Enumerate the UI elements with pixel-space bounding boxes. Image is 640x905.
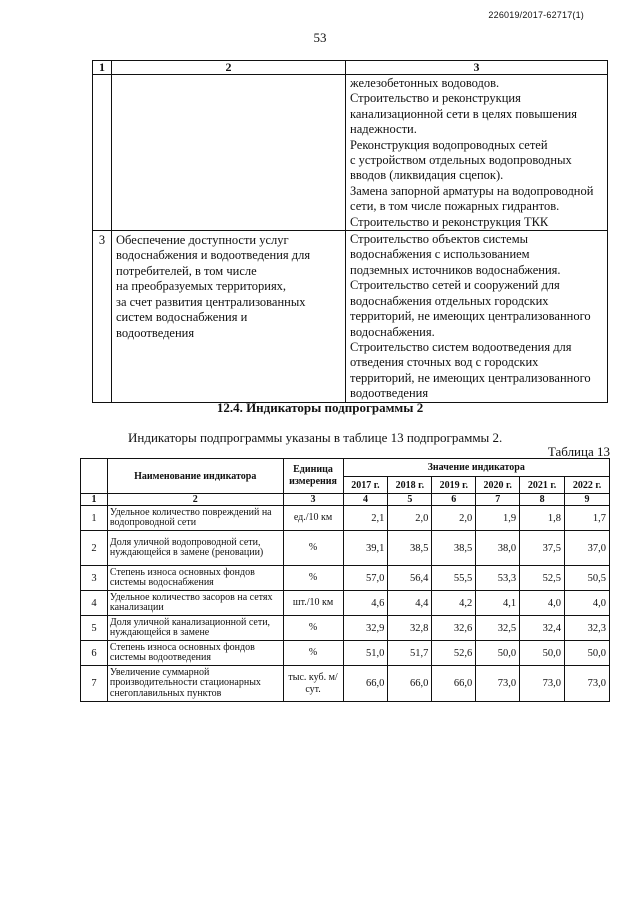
indicator-value: 38,5 [432,531,476,566]
measure-line: Строительство систем водоотведения для [350,339,572,354]
measure-line: канализационной сети в целях повышения [350,106,577,121]
measure-line: водоснабжения с использованием [350,247,530,262]
indicator-value: 2,0 [432,506,476,531]
indicator-value: 4,0 [520,591,565,616]
task-cell [112,231,346,402]
task-line: систем водоснабжения и [116,310,248,325]
measure-line: отведения сточных вод с городских [350,355,539,370]
section-intro: Индикаторы подпрограммы указаны в таблице 13 подпрограммы 2. [128,430,503,445]
table-caption: Таблица 13 [547,444,610,459]
indicator-value: 50,5 [565,566,610,591]
indicator-name: Увеличение суммарной производительности стационарных снегоплавильных пунктов [107,666,283,702]
document-id: 226019/2017-62717(1) [488,10,584,20]
measure-line: водоснабжения отдельных городских [350,293,549,308]
column-number: 1 [81,494,108,506]
table-row [81,666,610,702]
indicator-unit: тыс. куб. м/сут. [283,666,343,702]
measure-line: с устройством отдельных водопроводных [350,153,572,168]
measure-line: Строительство сетей и сооружений для [350,278,560,293]
row-number: 3 [81,566,108,591]
measures-table [92,60,608,403]
row-number: 1 [81,506,108,531]
indicator-value: 56,4 [388,566,432,591]
measures-table-header-row [93,61,608,75]
indicator-value: 32,5 [476,616,520,641]
indicator-unit: % [283,566,343,591]
measures-cell [346,231,608,402]
indicator-value: 32,9 [343,616,388,641]
indicator-value: 38,0 [476,531,520,566]
table-row [81,616,610,641]
row-number: 5 [81,616,108,641]
row-number: 2 [81,531,108,566]
measure-line: территорий, не имеющих централизованного [350,309,591,324]
measure-line: водоснабжения. [350,324,435,339]
measure-line: железобетонных водоводов. [350,76,500,90]
indicator-value: 73,0 [520,666,565,702]
table-row [81,641,610,666]
year-header: 2021 г. [520,477,565,494]
task-line: на преобразуемых территориях, [116,279,287,294]
indicator-unit: % [283,641,343,666]
measure-line: Строительство и реконструкция [350,91,521,106]
header-number-cell [81,459,108,494]
task-line: за счет развития централизованных [116,294,306,309]
column-number: 5 [388,494,432,506]
year-header: 2022 г. [565,477,610,494]
column-number: 6 [432,494,476,506]
indicator-value: 50,0 [520,641,565,666]
row-number: 4 [81,591,108,616]
indicator-value: 2,1 [343,506,388,531]
indicator-value: 73,0 [565,666,610,702]
indicator-value: 66,0 [388,666,432,702]
indicator-value: 4,2 [432,591,476,616]
column-numbers-row [81,494,610,506]
year-header: 2020 г. [476,477,520,494]
task-line: Обеспечение доступности услуг [116,233,289,248]
indicator-value: 4,6 [343,591,388,616]
col-number-3: 3 [346,61,608,75]
header-indicator-name: Наименование индикатора [107,459,283,494]
task-line: водоотведения [116,325,195,340]
indicator-value: 66,0 [343,666,388,702]
row-number [93,75,112,231]
indicator-value: 66,0 [432,666,476,702]
indicators-table [80,458,610,702]
measure-line: водоотведения [350,386,429,401]
year-header: 2019 г. [432,477,476,494]
indicator-name: Удельное количество засоров на сетях канализации [107,591,283,616]
table-row [81,506,610,531]
indicator-value: 52,6 [432,641,476,666]
col-number-1: 1 [93,61,112,75]
column-number: 3 [283,494,343,506]
indicator-name: Степень износа основных фондов системы водоотведения [107,641,283,666]
measure-line: надежности. [350,122,417,137]
measure-line: Строительство объектов системы [350,232,529,247]
indicator-value: 32,8 [388,616,432,641]
indicator-name: Удельное количество повреждений на водопроводной сети [107,506,283,531]
indicator-value: 1,7 [565,506,610,531]
indicator-value: 51,0 [343,641,388,666]
indicator-value: 32,3 [565,616,610,641]
row-number: 3 [93,231,112,402]
column-number: 2 [107,494,283,506]
col-number-2: 2 [112,61,346,75]
indicator-value: 4,4 [388,591,432,616]
task-line: водоснабжения и водоотведения для [116,248,311,263]
indicator-value: 52,5 [520,566,565,591]
table-row [81,566,610,591]
section-heading: 12.4. Индикаторы подпрограммы 2 [216,400,424,415]
indicator-name: Степень износа основных фондов системы водоснабжения [107,566,283,591]
table-row [93,75,608,231]
indicator-value: 55,5 [432,566,476,591]
header-indicator-value: Значение индикатора [343,459,609,477]
indicator-value: 57,0 [343,566,388,591]
year-header: 2017 г. [343,477,388,494]
indicator-value: 39,1 [343,531,388,566]
measure-line: Строительство и реконструкция ТКК [350,214,549,229]
indicator-value: 51,7 [388,641,432,666]
measure-line: территорий, не имеющих централизованного [350,370,591,385]
column-number: 9 [565,494,610,506]
indicator-value: 50,0 [565,641,610,666]
indicator-value: 32,6 [432,616,476,641]
indicator-name: Доля уличной канализационной сети, нуждающейся в замене [107,616,283,641]
indicator-value: 37,0 [565,531,610,566]
table-row [93,231,608,402]
indicator-value: 4,0 [565,591,610,616]
indicator-value: 1,9 [476,506,520,531]
column-number: 8 [520,494,565,506]
indicator-value: 1,8 [520,506,565,531]
measures-cell [346,75,608,231]
table-row [81,591,610,616]
column-number: 7 [476,494,520,506]
indicator-value: 73,0 [476,666,520,702]
indicators-header-row [81,459,610,477]
header-unit: Единица измерения [283,459,343,494]
row-number: 7 [81,666,108,702]
indicator-name: Доля уличной водопроводной сети, нуждающейся в замене (реновации) [107,531,283,566]
table-row [81,531,610,566]
measure-line: Реконструкция водопроводных сетей [350,137,548,152]
measure-line: Замена запорной арматуры на водопроводной [350,183,594,198]
measure-line: сети, в том числе пожарных гидрантов. [350,199,560,214]
indicator-value: 2,0 [388,506,432,531]
task-line: потребителей, в том числе [116,263,257,278]
indicator-value: 53,3 [476,566,520,591]
indicator-value: 37,5 [520,531,565,566]
indicator-value: 50,0 [476,641,520,666]
row-number: 6 [81,641,108,666]
page-number: 53 [313,30,327,45]
indicator-value: 4,1 [476,591,520,616]
measure-line: вводов (ликвидация сцепок). [350,168,504,183]
indicator-value: 32,4 [520,616,565,641]
task-cell [112,75,346,231]
measure-line: подземных источников водоснабжения. [350,262,561,277]
indicator-value: 38,5 [388,531,432,566]
indicator-unit: % [283,616,343,641]
indicator-unit: % [283,531,343,566]
year-header: 2018 г. [388,477,432,494]
column-number: 4 [343,494,388,506]
indicator-unit: шт./10 км [283,591,343,616]
indicator-unit: ед./10 км [283,506,343,531]
